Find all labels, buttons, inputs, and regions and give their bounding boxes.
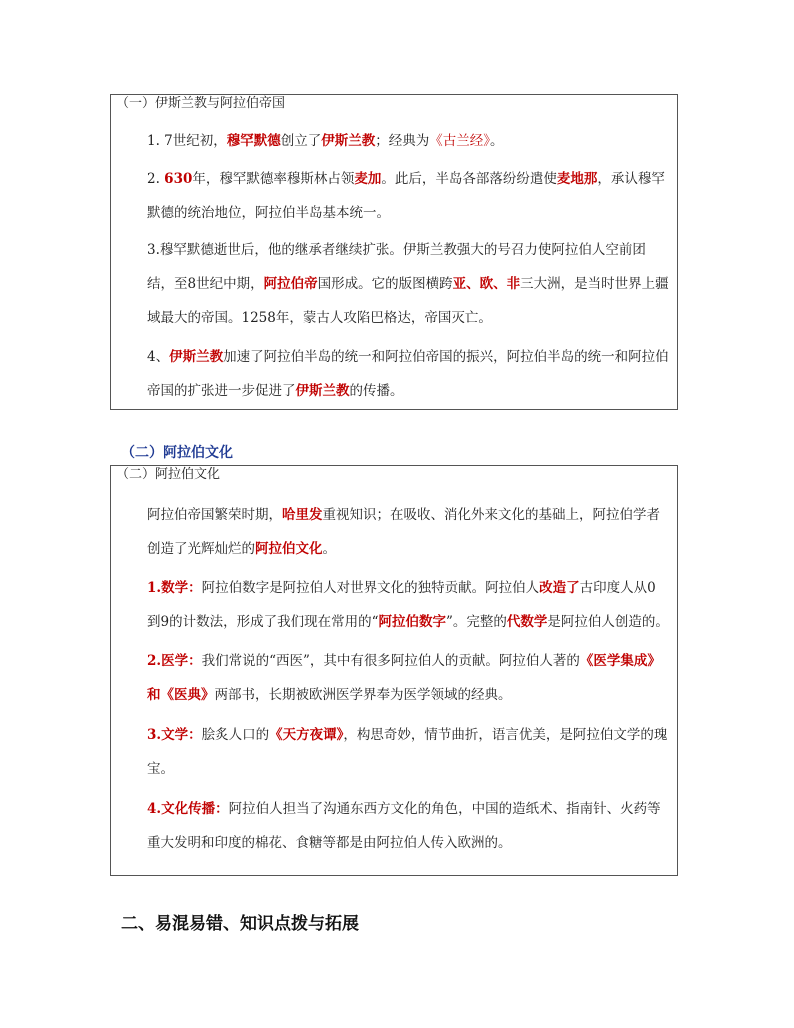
highlight-muhammad: 穆罕默德 xyxy=(226,133,281,149)
paragraph-math: 1.数学：阿拉伯数字是阿拉伯人对世界文化的独特贡献。阿拉伯人改造了古印度人从0到9的计数法，形成了我们现在常用的“阿拉伯数字”。完整的代数学是阿拉伯人创造的。 xyxy=(147,580,669,630)
highlight-algebra: 代数学 xyxy=(506,614,548,630)
paragraph-medicine: 2.医学：我们常说的“西医”，其中有很多阿拉伯人的贡献。阿拉伯人著的《医学集成》和《医典》两部书，长期被欧洲医学界奉为医学领域的经典。 xyxy=(147,653,661,703)
label-medicine: 2.医学： xyxy=(147,653,202,669)
label-cultural-spread: 4.文化传播： xyxy=(147,801,229,817)
box-title: （一）伊斯兰教与阿拉伯帝国 xyxy=(116,96,286,111)
paragraph-founding: 1. 7世纪初，穆罕默德创立了伊斯兰教；经典为《古兰经》。 xyxy=(147,133,504,149)
highlight-caliph: 哈里发 xyxy=(282,507,323,523)
highlight-islam: 伊斯兰教 xyxy=(321,133,376,149)
paragraph-unification: 2. 630年，穆罕默德率穆斯林占领麦加。此后，半岛各部落纷纷遣使麦地那，承认穆罕默德的统治地位，阿拉伯半岛基本统一。 xyxy=(147,171,665,221)
islam-arab-empire-box xyxy=(110,94,678,410)
arab-culture-box xyxy=(110,465,678,876)
highlight-continents: 亚、欧、非 xyxy=(452,276,521,292)
highlight-quran: 《古兰经》 xyxy=(429,133,491,149)
highlight-medical-books: 《医学集成》和《医典》 xyxy=(147,653,661,703)
highlight-arab-empire: 阿拉伯帝 xyxy=(263,276,318,292)
highlight-year-630: 630 xyxy=(164,171,193,187)
highlight-mecca: 麦加 xyxy=(354,171,382,187)
label-literature: 3.文学： xyxy=(147,727,202,743)
box-title: （二）阿拉伯文化 xyxy=(116,467,221,482)
paragraph-cultural-spread: 4.文化传播：阿拉伯人担当了沟通东西方文化的角色，中国的造纸术、指南针、火药等重大发明和印度的棉花、食糖等都是由阿拉伯人传入欧洲的。 xyxy=(147,801,661,851)
paragraph-spread: 4、伊斯兰教加速了阿拉伯半岛的统一和阿拉伯帝国的振兴，阿拉伯半岛的统一和阿拉伯帝国的扩张进一步促进了伊斯兰教的传播。 xyxy=(147,349,669,399)
label-math: 1.数学： xyxy=(147,580,202,596)
highlight-arabic-numerals: 阿拉伯数字 xyxy=(378,614,446,630)
highlight-reformed: 改造了 xyxy=(539,580,580,596)
highlight-arabian-nights: 《天方夜谭》 xyxy=(269,727,344,743)
paragraph-expansion: 3.穆罕默德逝世后，他的继承者继续扩张。伊斯兰教强大的号召力使阿拉伯人空前团结，至8世纪中期，阿拉伯帝国形成。它的版图横跨亚、欧、非三大洲，是当时世界上疆域最大的帝国。1258年，蒙古人攻陷巴格达，帝国灭亡。 xyxy=(147,242,669,326)
highlight-islam-2: 伊斯兰教 xyxy=(169,349,224,365)
paragraph-literature: 3.文学：脍炙人口的《天方夜谭》，构思奇妙，情节曲折，语言优美，是阿拉伯文学的瑰宝。 xyxy=(147,727,668,777)
paragraph-intro: 阿拉伯帝国繁荣时期，哈里发重视知识；在吸收、消化外来文化的基础上，阿拉伯学者创造了光辉灿烂的阿拉伯文化。 xyxy=(147,507,660,557)
highlight-islam-3: 伊斯兰教 xyxy=(295,383,350,399)
highlight-arab-culture: 阿拉伯文化 xyxy=(255,541,323,557)
highlight-medina: 麦地那 xyxy=(556,171,598,187)
section-heading: 二、易混易错、知识点拨与拓展 xyxy=(121,914,359,934)
arab-culture-heading: （二）阿拉伯文化 xyxy=(121,445,233,461)
